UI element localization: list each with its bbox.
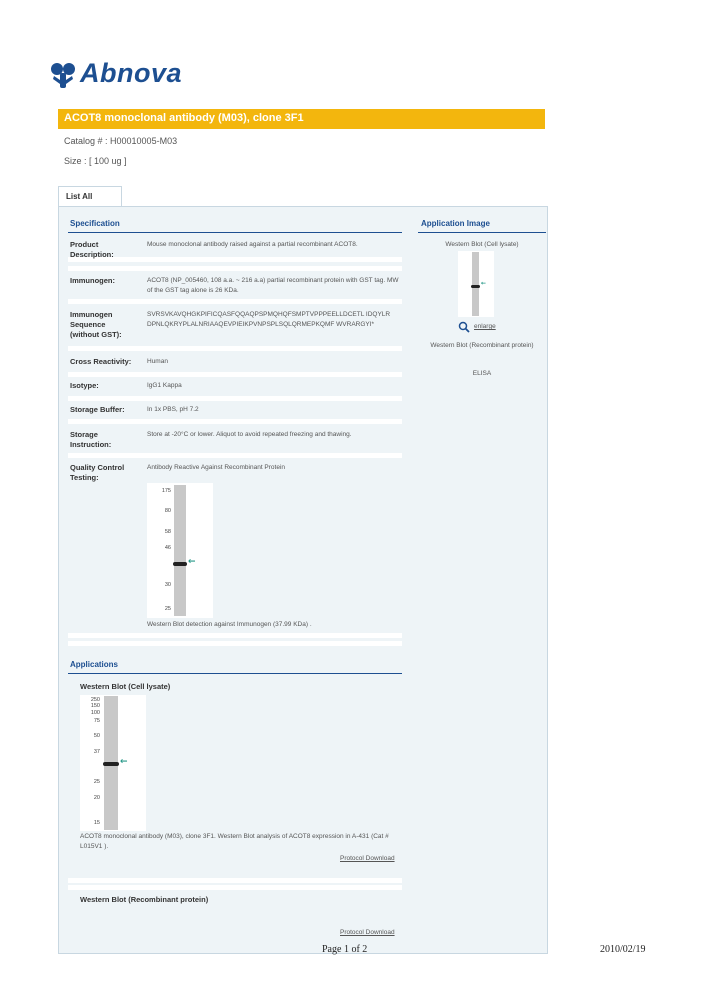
logo-text: Abnova: [80, 58, 183, 88]
spec-value: SVRSVKAVQHGKPIFICQASFQQAQPSPMQHQFSMPTVPPPEELLDCETL IDQYLRDPNLQKRYPLALNRIAAQEVPIEIKPVNPSPLSQLQRMEPKQMF WVRARGYI*: [147, 311, 391, 328]
mw-marker: 250: [90, 697, 100, 703]
mw-marker: 80: [164, 508, 171, 514]
application-title: Western Blot (Cell lysate): [80, 682, 171, 691]
band-arrow-icon: ←: [120, 757, 128, 767]
mw-marker: 25: [93, 779, 100, 785]
mw-marker: 100: [90, 710, 100, 716]
divider: [68, 673, 402, 674]
divider: [68, 641, 402, 646]
product-title-bar: [58, 109, 545, 129]
divider: [418, 232, 546, 233]
app-image-label: Western Blot (Recombinant protein): [430, 342, 534, 349]
blot-lane: [472, 252, 479, 316]
applications-heading: Applications: [70, 660, 119, 669]
blot-lane: [174, 485, 186, 616]
tab-label: List All: [66, 192, 93, 201]
mw-marker: 46: [164, 545, 171, 551]
page-number: Page 1 of 2: [322, 944, 368, 955]
application-image-heading: Application Image: [421, 219, 490, 228]
divider: [68, 266, 402, 271]
blot-band: [103, 762, 119, 766]
mw-marker: 150: [90, 703, 100, 709]
tab-list-all[interactable]: [58, 186, 122, 207]
application-caption: ACOT8 monoclonal antibody (M03), clone 3F1. Western Blot analysis of ACOT8 expression in A-431 (Cat # L015V1 ).: [80, 833, 389, 850]
protocol-download-link[interactable]: Protocol Download: [340, 855, 395, 862]
band-arrow-icon: ←: [188, 557, 196, 567]
spec-label: Quality Control Testing:: [70, 463, 125, 482]
catalog-number: Catalog # : H00010005-M03: [64, 136, 178, 146]
spec-value: Store at -20°C or lower. Aliquot to avoid repeated freezing and thawing.: [147, 431, 352, 438]
divider: [68, 346, 402, 351]
spec-value: Mouse monoclonal antibody raised against a partial recombinant ACOT8.: [147, 241, 358, 248]
app-image-label: ELISA: [472, 370, 492, 377]
divider: [68, 878, 402, 883]
divider: [68, 257, 402, 262]
spec-label: Cross Reactivity:: [70, 357, 132, 366]
spec-label: Product Description:: [70, 240, 114, 259]
divider: [68, 232, 402, 233]
abnova-logo: [48, 58, 188, 94]
mw-marker: 75: [93, 718, 100, 724]
blot-band: [471, 285, 480, 288]
enlarge-link[interactable]: enlarge: [474, 323, 496, 330]
spec-label: Isotype:: [70, 381, 99, 390]
band-arrow-icon: ←: [481, 280, 487, 287]
spec-label: Storage Buffer:: [70, 405, 125, 414]
size: Size : [ 100 ug ]: [64, 156, 127, 166]
divider: [68, 299, 402, 304]
qc-blot-caption: Western Blot detection against Immunogen (37.99 KDa) .: [147, 621, 312, 628]
spec-label: Storage Instruction:: [70, 430, 112, 449]
spec-value: Human: [147, 358, 168, 365]
app-image-label: Western Blot (Cell lysate): [445, 241, 519, 248]
divider: [68, 396, 402, 401]
mw-marker: 30: [164, 582, 171, 588]
divider: [68, 419, 402, 424]
magnify-icon[interactable]: [458, 320, 470, 332]
mw-marker: 15: [93, 820, 100, 826]
mw-marker: 175: [161, 488, 171, 494]
divider: [68, 633, 402, 638]
mw-marker: 37: [93, 749, 100, 755]
divider: [68, 372, 402, 377]
mw-marker: 20: [93, 795, 100, 801]
print-date: 2010/02/19: [600, 944, 646, 955]
mw-marker: 25: [164, 606, 171, 612]
specification-heading: Specification: [70, 219, 120, 228]
protocol-download-link[interactable]: Protocol Download: [340, 929, 395, 936]
spec-label: Immunogen:: [70, 276, 115, 285]
mw-marker: 58: [164, 529, 171, 535]
application-title: Western Blot (Recombinant protein): [80, 895, 209, 904]
mw-marker: 50: [93, 733, 100, 739]
spec-value: Antibody Reactive Against Recombinant Protein: [147, 464, 286, 471]
divider: [68, 453, 402, 458]
divider: [68, 885, 402, 890]
spec-value: In 1x PBS, pH 7.2: [147, 406, 199, 413]
spec-value: ACOT8 (NP_005460, 108 a.a. ~ 216 a.a) partial recombinant protein with GST tag. MW of the GST tag alone is 26 KDa.: [147, 277, 399, 294]
spec-label: Immunogen Sequence (without GST):: [70, 310, 122, 339]
abnova-logo-icon: [48, 60, 78, 90]
blot-band: [173, 562, 187, 566]
product-title: ACOT8 monoclonal antibody (M03), clone 3F1: [64, 112, 304, 124]
qc-western-blot-image: [147, 483, 213, 618]
app-image-thumbnail[interactable]: [458, 251, 494, 317]
spec-value: IgG1 Kappa: [147, 382, 182, 389]
cell-lysate-blot-image: [80, 695, 146, 831]
